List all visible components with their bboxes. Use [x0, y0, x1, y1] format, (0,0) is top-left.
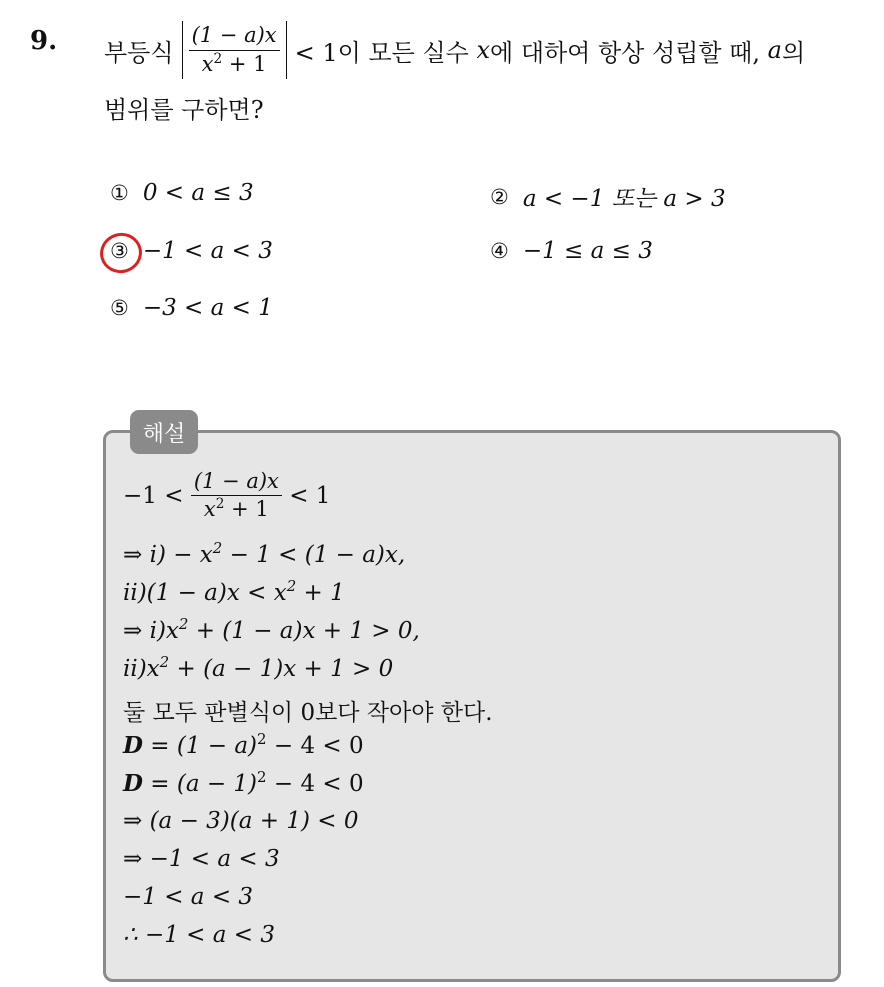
option-5[interactable] — [110, 295, 273, 321]
question-line-2: 범위를 구하면? — [104, 96, 264, 124]
solution-line-6: 둘 모두 판별식이 0보다 작아야 한다. — [123, 700, 493, 726]
sol-4-b: + (1 − a)x + 1 > 0, — [188, 618, 420, 644]
option-2-text: a < −1 또는 a > 3 — [522, 186, 726, 212]
solution-line-12: ∴ −1 < a < 3 — [123, 922, 275, 948]
question-mid: 에 대하여 항상 성립할 때, — [490, 38, 760, 67]
sol-4-exp: 2 — [178, 615, 189, 634]
sol-5-a: ⅱ)x — [123, 656, 160, 682]
sol-7-b: − 4 < 0 — [266, 733, 364, 759]
sol-1-right: < 1 — [289, 482, 331, 509]
question-number: 9. — [30, 26, 58, 56]
sol-8-a: = (a − 1) — [142, 771, 258, 797]
sol-2-a: ⇒ i) − x — [123, 542, 213, 568]
option-3-text: −1 < a < 3 — [142, 238, 273, 264]
option-3-symbol: ③ — [110, 239, 129, 263]
option-2[interactable] — [490, 180, 726, 213]
sol-7-a: = (1 − a) — [142, 733, 258, 759]
solution-line-2 — [123, 539, 406, 568]
den-base: x — [201, 51, 214, 76]
sol-den-rest: + 1 — [224, 497, 269, 522]
solution-line-1 — [123, 470, 330, 521]
sol-frac-denominator — [204, 496, 269, 521]
solution-line-8 — [123, 770, 364, 797]
solution-line-3 — [123, 577, 345, 606]
solution-line-5 — [123, 653, 394, 682]
sol-7-exp: 2 — [257, 730, 267, 749]
option-4-symbol: ④ — [490, 239, 509, 263]
solution-line-11: −1 < a < 3 — [123, 884, 254, 910]
sol-2-exp: 2 — [212, 539, 223, 558]
option-2-symbol: ② — [490, 184, 509, 209]
solution-line-4 — [123, 615, 420, 644]
question-relation: < 1이 모든 실수 — [294, 38, 469, 67]
fraction-denominator — [202, 51, 267, 76]
answer-circle-mark — [96, 228, 147, 278]
question-var-x: x — [476, 36, 490, 64]
sol-5-b: + (a − 1)x + 1 > 0 — [169, 656, 394, 682]
sol-3-exp: 2 — [286, 577, 297, 596]
question-var-a: a — [767, 36, 782, 64]
sol-8-d: D — [123, 770, 143, 797]
sol-2-b: − 1 < (1 − a)x, — [222, 542, 406, 568]
sol-4-a: ⇒ i)x — [123, 618, 179, 644]
sol-7-d: D — [123, 732, 143, 759]
question-line-1 — [104, 20, 805, 80]
solution-fraction — [191, 470, 282, 521]
sol-den-exp: 2 — [215, 495, 225, 512]
solution-line-9: ⇒ (a − 3)(a + 1) < 0 — [123, 808, 359, 834]
option-1-symbol: ① — [110, 181, 129, 205]
option-1[interactable] — [110, 180, 254, 206]
option-5-symbol: ⑤ — [110, 296, 129, 320]
fraction-numerator: (1 − a)x — [189, 24, 280, 50]
sol-3-a: ⅱ)(1 − a)x < x — [123, 580, 287, 606]
sol-8-exp: 2 — [257, 768, 267, 787]
den-exponent: 2 — [213, 50, 223, 67]
den-rest: + 1 — [222, 51, 267, 76]
sol-3-b: + 1 — [296, 580, 345, 606]
question-end: 의 — [781, 38, 806, 67]
option-5-text: −3 < a < 1 — [142, 295, 273, 321]
solution-line-10: ⇒ −1 < a < 3 — [123, 846, 280, 872]
option-4[interactable] — [490, 238, 653, 264]
solution-line-7 — [123, 732, 364, 759]
sol-1-left: −1 < — [123, 482, 184, 509]
sol-5-exp: 2 — [159, 653, 170, 672]
absolute-value-expression — [182, 21, 287, 79]
solution-badge: 해설 — [130, 410, 198, 454]
question-fraction — [189, 24, 280, 75]
option-1-text: 0 < a ≤ 3 — [142, 180, 254, 206]
sol-den-base: x — [203, 497, 216, 522]
sol-frac-numerator: (1 − a)x — [191, 470, 282, 496]
question-prefix: 부등식 — [104, 38, 174, 67]
option-4-text: −1 ≤ a ≤ 3 — [522, 238, 653, 264]
sol-8-b: − 4 < 0 — [266, 771, 364, 797]
